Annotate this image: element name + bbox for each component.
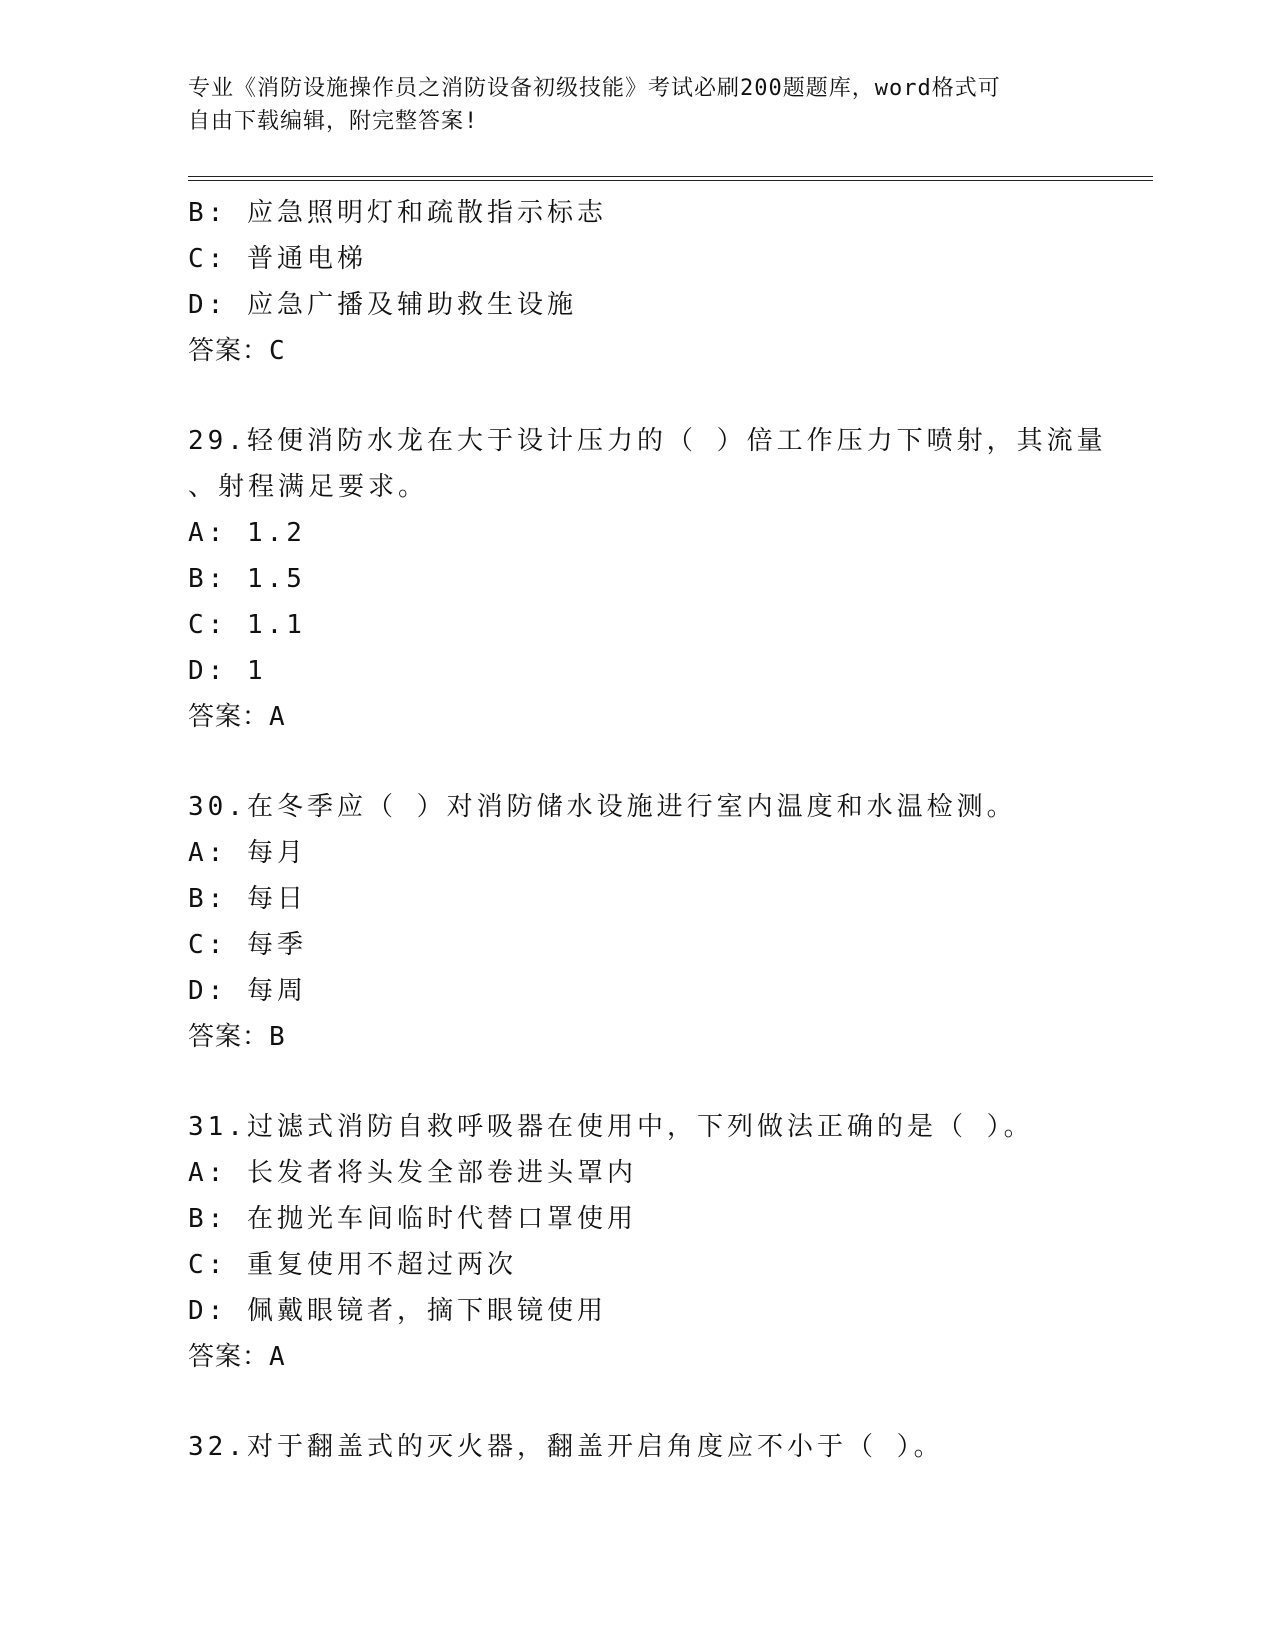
answer bbox=[188, 328, 1108, 374]
question-32 bbox=[188, 1424, 1108, 1470]
option-d: D: 应急广播及辅助救生设施 bbox=[188, 290, 577, 320]
answer bbox=[188, 694, 1108, 740]
option-b: B: 应急照明灯和疏散指示标志 bbox=[188, 198, 607, 228]
option-b: B: 1.5 bbox=[188, 564, 306, 594]
option-a: A: 1.2 bbox=[188, 518, 306, 548]
answer-value: A bbox=[269, 1342, 286, 1372]
header-divider bbox=[188, 176, 1153, 181]
option-c: C: 重复使用不超过两次 bbox=[188, 1250, 517, 1280]
answer bbox=[188, 1334, 1108, 1380]
question-stem: 、射程满足要求。 bbox=[188, 472, 429, 502]
question-stem: 30.在冬季应（ ）对消防储水设施进行室内温度和水温检测。 bbox=[188, 792, 1017, 822]
option-c: C: 每季 bbox=[188, 930, 307, 960]
option-c: C: 普通电梯 bbox=[188, 244, 367, 274]
header-line-2: 自由下载编辑，附完整答案! bbox=[188, 109, 479, 134]
answer-value: A bbox=[269, 702, 286, 732]
question-30 bbox=[188, 784, 1108, 1060]
option-b: B: 在抛光车间临时代替口罩使用 bbox=[188, 1204, 637, 1234]
answer-value: C bbox=[269, 336, 286, 366]
option-c: C: 1.1 bbox=[188, 610, 306, 640]
answer-value: B bbox=[269, 1022, 286, 1052]
answer-label: 答案： bbox=[188, 1022, 270, 1052]
answer-label: 答案： bbox=[188, 336, 270, 366]
option-d: D: 每周 bbox=[188, 976, 307, 1006]
question-31 bbox=[188, 1104, 1108, 1380]
header-line-1: 专业《消防设施操作员之消防设备初级技能》考试必刷200题题库，word格式可 bbox=[188, 76, 1001, 101]
question-29 bbox=[188, 418, 1108, 740]
answer-label: 答案： bbox=[188, 1342, 270, 1372]
option-d: D: 1 bbox=[188, 656, 267, 686]
question-stem: 32.对于翻盖式的灭火器，翻盖开启角度应不小于（ ）。 bbox=[188, 1432, 944, 1462]
question-stem: 31.过滤式消防自救呼吸器在使用中，下列做法正确的是（ ）。 bbox=[188, 1112, 1034, 1142]
document-header bbox=[188, 72, 1088, 138]
option-d: D: 佩戴眼镜者，摘下眼镜使用 bbox=[188, 1296, 607, 1326]
question-stem: 29.轻便消防水龙在大于设计压力的（ ）倍工作压力下喷射，其流量 bbox=[188, 426, 1107, 456]
question-28-continuation bbox=[188, 190, 1108, 374]
answer bbox=[188, 1014, 1108, 1060]
option-a: A: 长发者将头发全部卷进头罩内 bbox=[188, 1158, 637, 1188]
answer-label: 答案： bbox=[188, 702, 270, 732]
option-a: A: 每月 bbox=[188, 838, 307, 868]
option-b: B: 每日 bbox=[188, 884, 307, 914]
question-list bbox=[188, 190, 1108, 1470]
